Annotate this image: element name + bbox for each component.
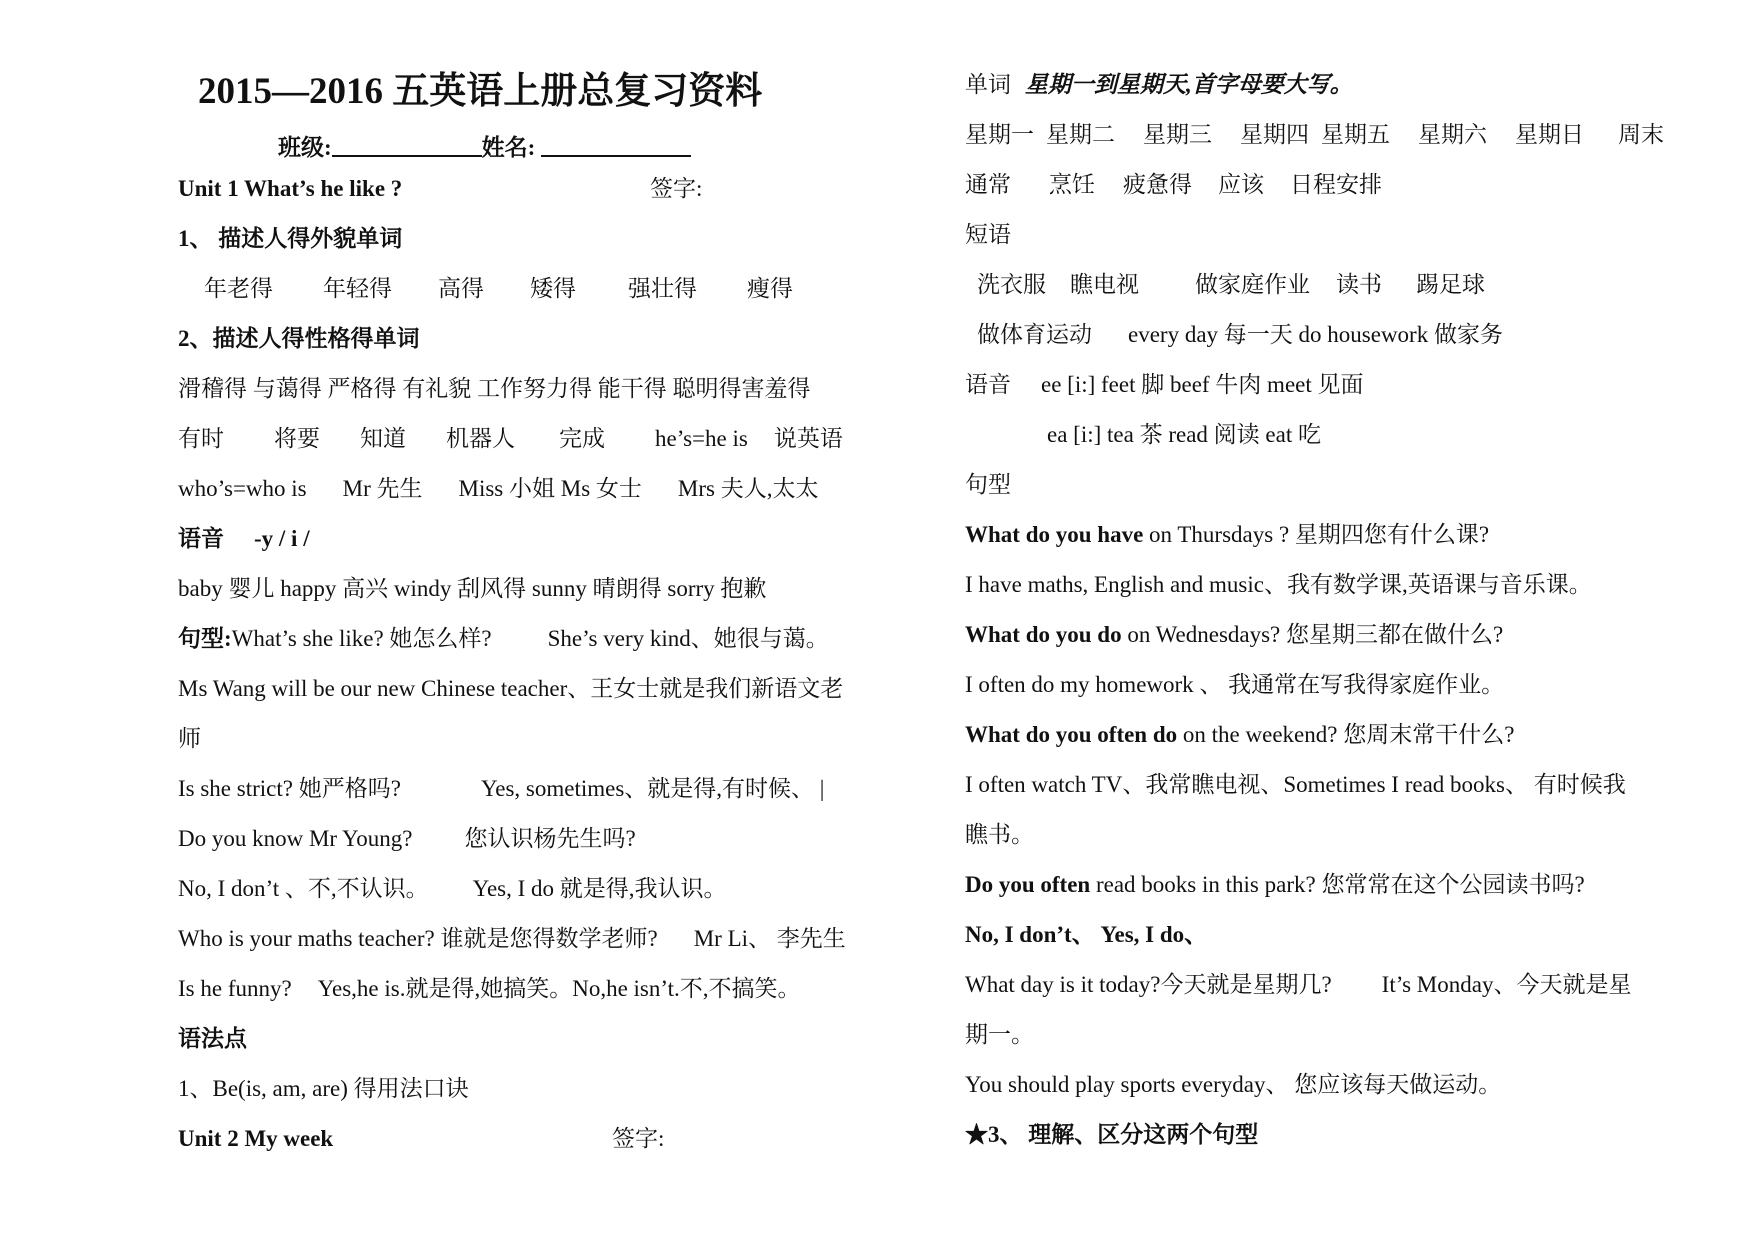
word-item: 疲惫得 [1123, 172, 1192, 197]
pattern-line6 [178, 924, 846, 954]
answer-2: I often do my homework 、 我通常在写我得家庭作业。 [965, 672, 1505, 697]
pattern-text: 您认识杨先生吗? [464, 826, 636, 851]
phonics-ee: ee [i:] feet 脚 beef 牛肉 meet 见面 [1041, 372, 1364, 397]
phrase-item: 踢足球 [1416, 272, 1485, 297]
word-item: who’s=who is [178, 476, 307, 501]
pattern-text: Yes, I do 就是得,我认识。 [472, 876, 727, 901]
word-item: 星期六 [1418, 122, 1487, 147]
pattern-text: She’s very kind、她很与蔼。 [547, 626, 829, 651]
phrases-label: 短语 [965, 222, 1011, 247]
pattern-line3 [178, 774, 824, 804]
phrases-line1 [977, 270, 1485, 300]
pattern-text: Do you know Mr Young? [178, 826, 413, 851]
pattern-text: Yes, sometimes、就是得,有时候、 | [480, 776, 825, 801]
name-label: 姓名: [481, 135, 536, 160]
days-line [965, 120, 1664, 150]
sec1-heading: 1、 描述人得外貌单词 [178, 226, 403, 251]
question-5 [965, 970, 1631, 1000]
word-item: 星期一 [965, 122, 1034, 147]
sec2-line1: 滑稽得 与蔼得 严格得 有礼貌 工作努力得 能干得 聪明得害羞得 [178, 376, 811, 401]
question-5-cont: 期一。 [965, 1022, 1034, 1047]
pattern-text: Mr Li、 李先生 [693, 926, 846, 951]
word-item: 年老得 [204, 276, 273, 301]
phrase-item: every day 每一天 do housework 做家务 [1128, 322, 1503, 347]
phrase-item: 做家庭作业 [1195, 272, 1310, 297]
word-item: 星期二 [1046, 122, 1115, 147]
unit1-heading-text: Unit 1 What’s he like ? [178, 176, 403, 201]
answer-text: It’s Monday、今天就是星 [1381, 972, 1632, 997]
question-rest: on the weekend? 您周末常干什么? [1177, 722, 1515, 747]
pattern-line4 [178, 824, 636, 854]
word-item: 星期日 [1515, 122, 1584, 147]
unit1-heading [178, 174, 402, 204]
question-bold: Do you often [965, 872, 1091, 897]
word-item: 星期五 [1321, 122, 1390, 147]
pattern-line1 [178, 624, 829, 654]
word-item: 机器人 [446, 426, 515, 451]
pattern-line5 [178, 874, 727, 904]
word-item: Mrs 夫人,太太 [677, 476, 819, 501]
word-item: 说英语 [773, 426, 843, 451]
sec2-line2 [178, 424, 843, 454]
phrase-item: 读书 [1336, 272, 1382, 297]
answer-3-cont: 瞧书。 [965, 822, 1034, 847]
question-4 [965, 870, 1585, 900]
class-blank[interactable] [332, 133, 482, 157]
sec3-heading: ★3、 理解、区分这两个句型 [965, 1122, 1259, 1147]
word-item: 有时 [178, 426, 224, 451]
grammar-line1: 1、Be(is, am, are) 得用法口诀 [178, 1076, 469, 1101]
pattern-text: Who is your maths teacher? 谁就是您得数学老师? [178, 926, 658, 951]
word-item: 年轻得 [323, 276, 392, 301]
word-item: 高得 [438, 276, 484, 301]
sec2-line3 [178, 474, 818, 504]
answer-3: I often watch TV、我常瞧电视、Sometimes I read books、 有时候我 [965, 772, 1626, 797]
phonics-line [178, 524, 310, 554]
word-item: 矮得 [530, 276, 576, 301]
question-3 [965, 720, 1514, 750]
pattern-label: 句型 [965, 472, 1011, 497]
phrase-item: 做体育运动 [977, 322, 1092, 347]
question-bold: What do you often do [965, 722, 1178, 747]
class-name-line [278, 133, 691, 163]
word-item: 强壮得 [628, 276, 697, 301]
unit2-heading: Unit 2 My week [178, 1126, 334, 1151]
pattern-line7 [178, 974, 801, 1004]
page-title: 2015—2016 五英语上册总复习资料 [198, 71, 763, 112]
pattern-label: 句型: [178, 626, 232, 651]
statement-6: You should play sports everyday、 您应该每天做运动。 [965, 1072, 1502, 1097]
word-item: 应该 [1218, 172, 1264, 197]
answer-4: No, I don’t、 Yes, I do、 [965, 922, 1208, 947]
phonics-ee-line [965, 370, 1364, 400]
question-1 [965, 520, 1489, 550]
phonics-words: baby 婴儿 happy 高兴 windy 刮风得 sunny 晴朗得 sorry 抱歉 [178, 576, 767, 601]
question-rest: on Wednesdays? 您星期三都在做什么? [1121, 622, 1504, 647]
phrase-item: 瞧电视 [1070, 272, 1139, 297]
words-label: 单词 [965, 72, 1011, 97]
sec1-words [204, 274, 793, 304]
word-item: 通常 [965, 172, 1011, 197]
question-bold: What do you do [965, 622, 1122, 647]
words-heading [965, 70, 1353, 100]
word-item: he’s=he is [655, 426, 748, 451]
word-item: 完成 [559, 426, 605, 451]
name-blank[interactable] [541, 133, 691, 157]
word-item: 将要 [274, 426, 320, 451]
pattern-text: No, I don’t 、不,不认识。 [178, 876, 429, 901]
question-rest: read books in this park? 您常常在这个公园读书吗? [1090, 872, 1585, 897]
word-item: 星期三 [1143, 122, 1212, 147]
phonics-label: 语音 [178, 526, 224, 551]
question-rest: on Thursdays ? 星期四您有什么课? [1143, 522, 1490, 547]
unit2-sign: 签字: [612, 1126, 665, 1151]
word-item: 知道 [360, 426, 406, 451]
phrase-item: 洗衣服 [977, 272, 1046, 297]
pattern-line2-cont: 师 [178, 726, 201, 751]
phonics-label: 语音 [965, 372, 1011, 397]
sec2-heading: 2、描述人得性格得单词 [178, 326, 420, 351]
pattern-line2: Ms Wang will be our new Chinese teacher、王女士就是我们新语文老 [178, 676, 844, 701]
word-item: 瘦得 [747, 276, 793, 301]
answer-1: I have maths, English and music、我有数学课,英语课与音乐课。 [965, 572, 1592, 597]
phonics-sound: -y / i / [254, 526, 310, 551]
pattern-text: Is he funny? [178, 976, 292, 1001]
question-2 [965, 620, 1503, 650]
grammar-heading: 语法点 [178, 1026, 247, 1051]
word-item: Mr 先生 [342, 476, 423, 501]
word-item: 星期四 [1240, 122, 1309, 147]
word-item: 周末 [1618, 122, 1664, 147]
word-item: 日程安排 [1290, 172, 1382, 197]
question-text: What day is it today?今天就是星期几? [965, 972, 1332, 997]
words-line2 [965, 170, 1382, 200]
words-note: 星期一到星期天,首字母要大写。 [1025, 72, 1353, 97]
pattern-text: Yes,he is.就是得,她搞笑。No,he isn’t.不,不搞笑。 [317, 976, 801, 1001]
pattern-text: What’s she like? 她怎么样? [231, 626, 492, 651]
class-label: 班级: [278, 135, 332, 160]
question-bold: What do you have [965, 522, 1144, 547]
unit1-sign: 签字: [650, 176, 703, 201]
pattern-text: Is she strict? 她严格吗? [178, 776, 401, 801]
phrases-line2 [977, 320, 1503, 350]
word-item: 烹饪 [1049, 172, 1095, 197]
phonics-ea-line: ea [i:] tea 茶 read 阅读 eat 吃 [1047, 422, 1321, 447]
word-item: Miss 小姐 Ms 女士 [458, 476, 642, 501]
